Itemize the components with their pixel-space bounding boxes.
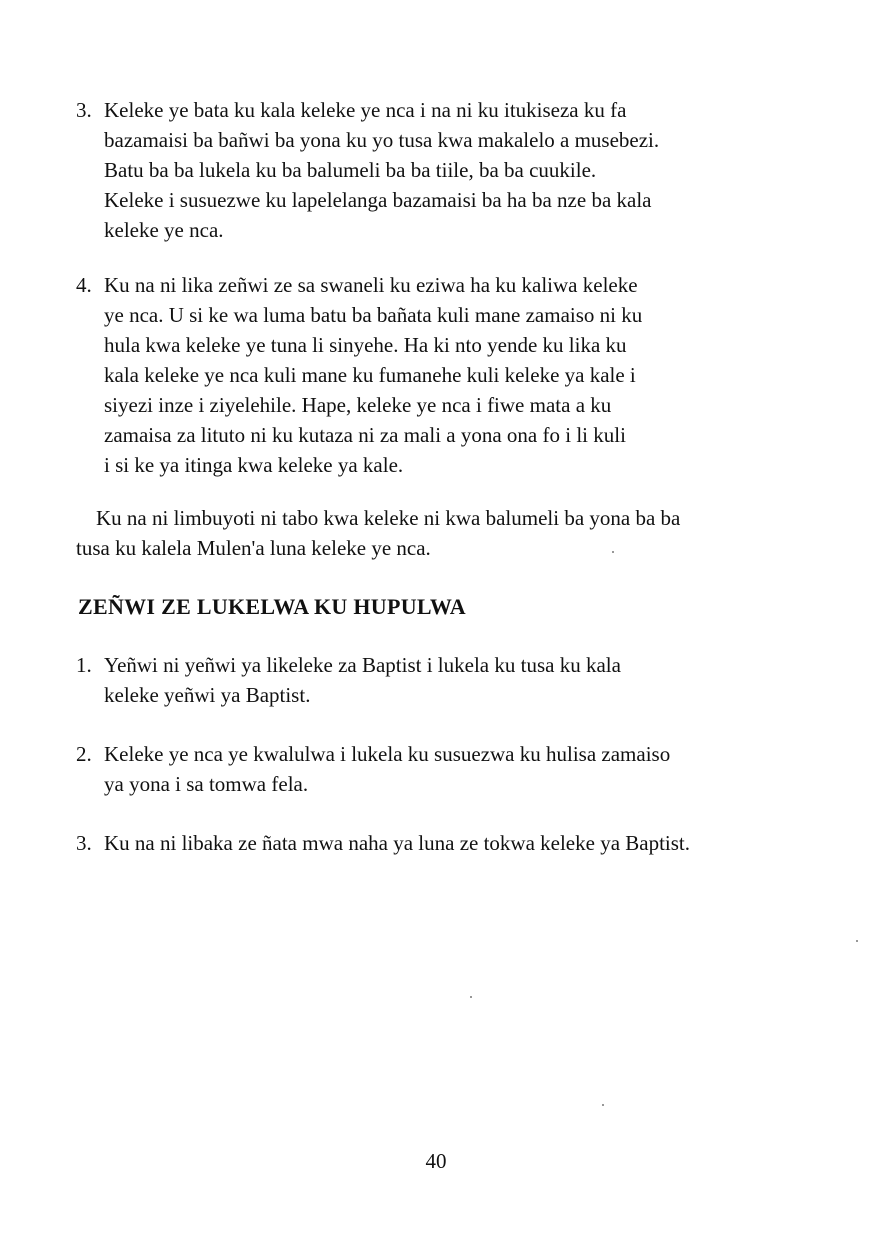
list-item	[76, 650, 796, 710]
text-line: ye nca. U si ke wa luma batu ba bañata kuli mane zamaiso ni ku	[104, 303, 643, 327]
section-heading: ZEÑWI ZE LUKELWA KU HUPULWA	[78, 594, 466, 619]
text-line: Batu ba ba lukela ku ba balumeli ba ba tiile, ba ba cuukile.	[104, 158, 597, 182]
text-line: siyezi inze i ziyelehile. Hape, keleke ye nca i fiwe mata a ku	[104, 393, 612, 417]
list-item-number: 1.	[76, 653, 92, 677]
list-item-text	[104, 739, 796, 799]
list-item-number: 3.	[76, 98, 92, 122]
text-line: Ku na ni libaka ze ñata mwa naha ya luna ze tokwa keleke ya Baptist.	[104, 831, 691, 855]
list-item-text	[104, 95, 796, 245]
text-line: Keleke ye nca ye kwalulwa i lukela ku susuezwa ku hulisa zamaiso	[104, 742, 671, 766]
list-item-text	[104, 828, 796, 858]
scan-speck	[602, 1104, 604, 1106]
page-number: 40	[425, 1149, 447, 1173]
text-line: ya yona i sa tomwa fela.	[104, 772, 309, 796]
list-item	[76, 828, 796, 858]
text-line: i si ke ya itinga kwa keleke ya kale.	[104, 453, 404, 477]
list-item-number: 3.	[76, 831, 92, 855]
text-line: Keleke i susuezwe ku lapelelanga bazamaisi ba ha ba nze ba kala	[104, 188, 652, 212]
scan-speck	[856, 940, 858, 942]
text-line: Ku na ni lika zeñwi ze sa swaneli ku eziwa ha ku kaliwa keleke	[104, 273, 638, 297]
list-item-number: 4.	[76, 273, 92, 297]
text-line: keleke yeñwi ya Baptist.	[104, 683, 311, 707]
text-line: zamaisa za lituto ni ku kutaza ni za mali a yona ona fo i li kuli	[104, 423, 626, 447]
text-line: kala keleke ye nca kuli mane ku fumanehe kuli keleke ya kale i	[104, 363, 636, 387]
text-line: Ku na ni limbuyoti ni tabo kwa keleke ni kwa balumeli ba yona ba ba	[96, 506, 681, 530]
scan-speck	[470, 996, 472, 998]
list-item-text	[104, 270, 796, 480]
text-line: tusa ku kalela Mulen'a luna keleke ye nca.	[76, 536, 431, 560]
text-line: Keleke ye bata ku kala keleke ye nca i na ni ku itukiseza ku fa	[104, 98, 627, 122]
text-line: Yeñwi ni yeñwi ya likeleke za Baptist i lukela ku tusa ku kala	[104, 653, 621, 677]
list-item	[76, 270, 796, 480]
scan-speck	[612, 551, 614, 553]
text-line: bazamaisi ba bañwi ba yona ku yo tusa kwa makalelo a musebezi.	[104, 128, 660, 152]
list-item-text	[104, 650, 796, 710]
list-item-number: 2.	[76, 742, 92, 766]
body-paragraph	[76, 503, 826, 563]
text-line: keleke ye nca.	[104, 218, 224, 242]
list-item	[76, 739, 796, 799]
text-line: hula kwa keleke ye tuna li sinyehe. Ha ki nto yende ku lika ku	[104, 333, 627, 357]
list-item	[76, 95, 796, 245]
